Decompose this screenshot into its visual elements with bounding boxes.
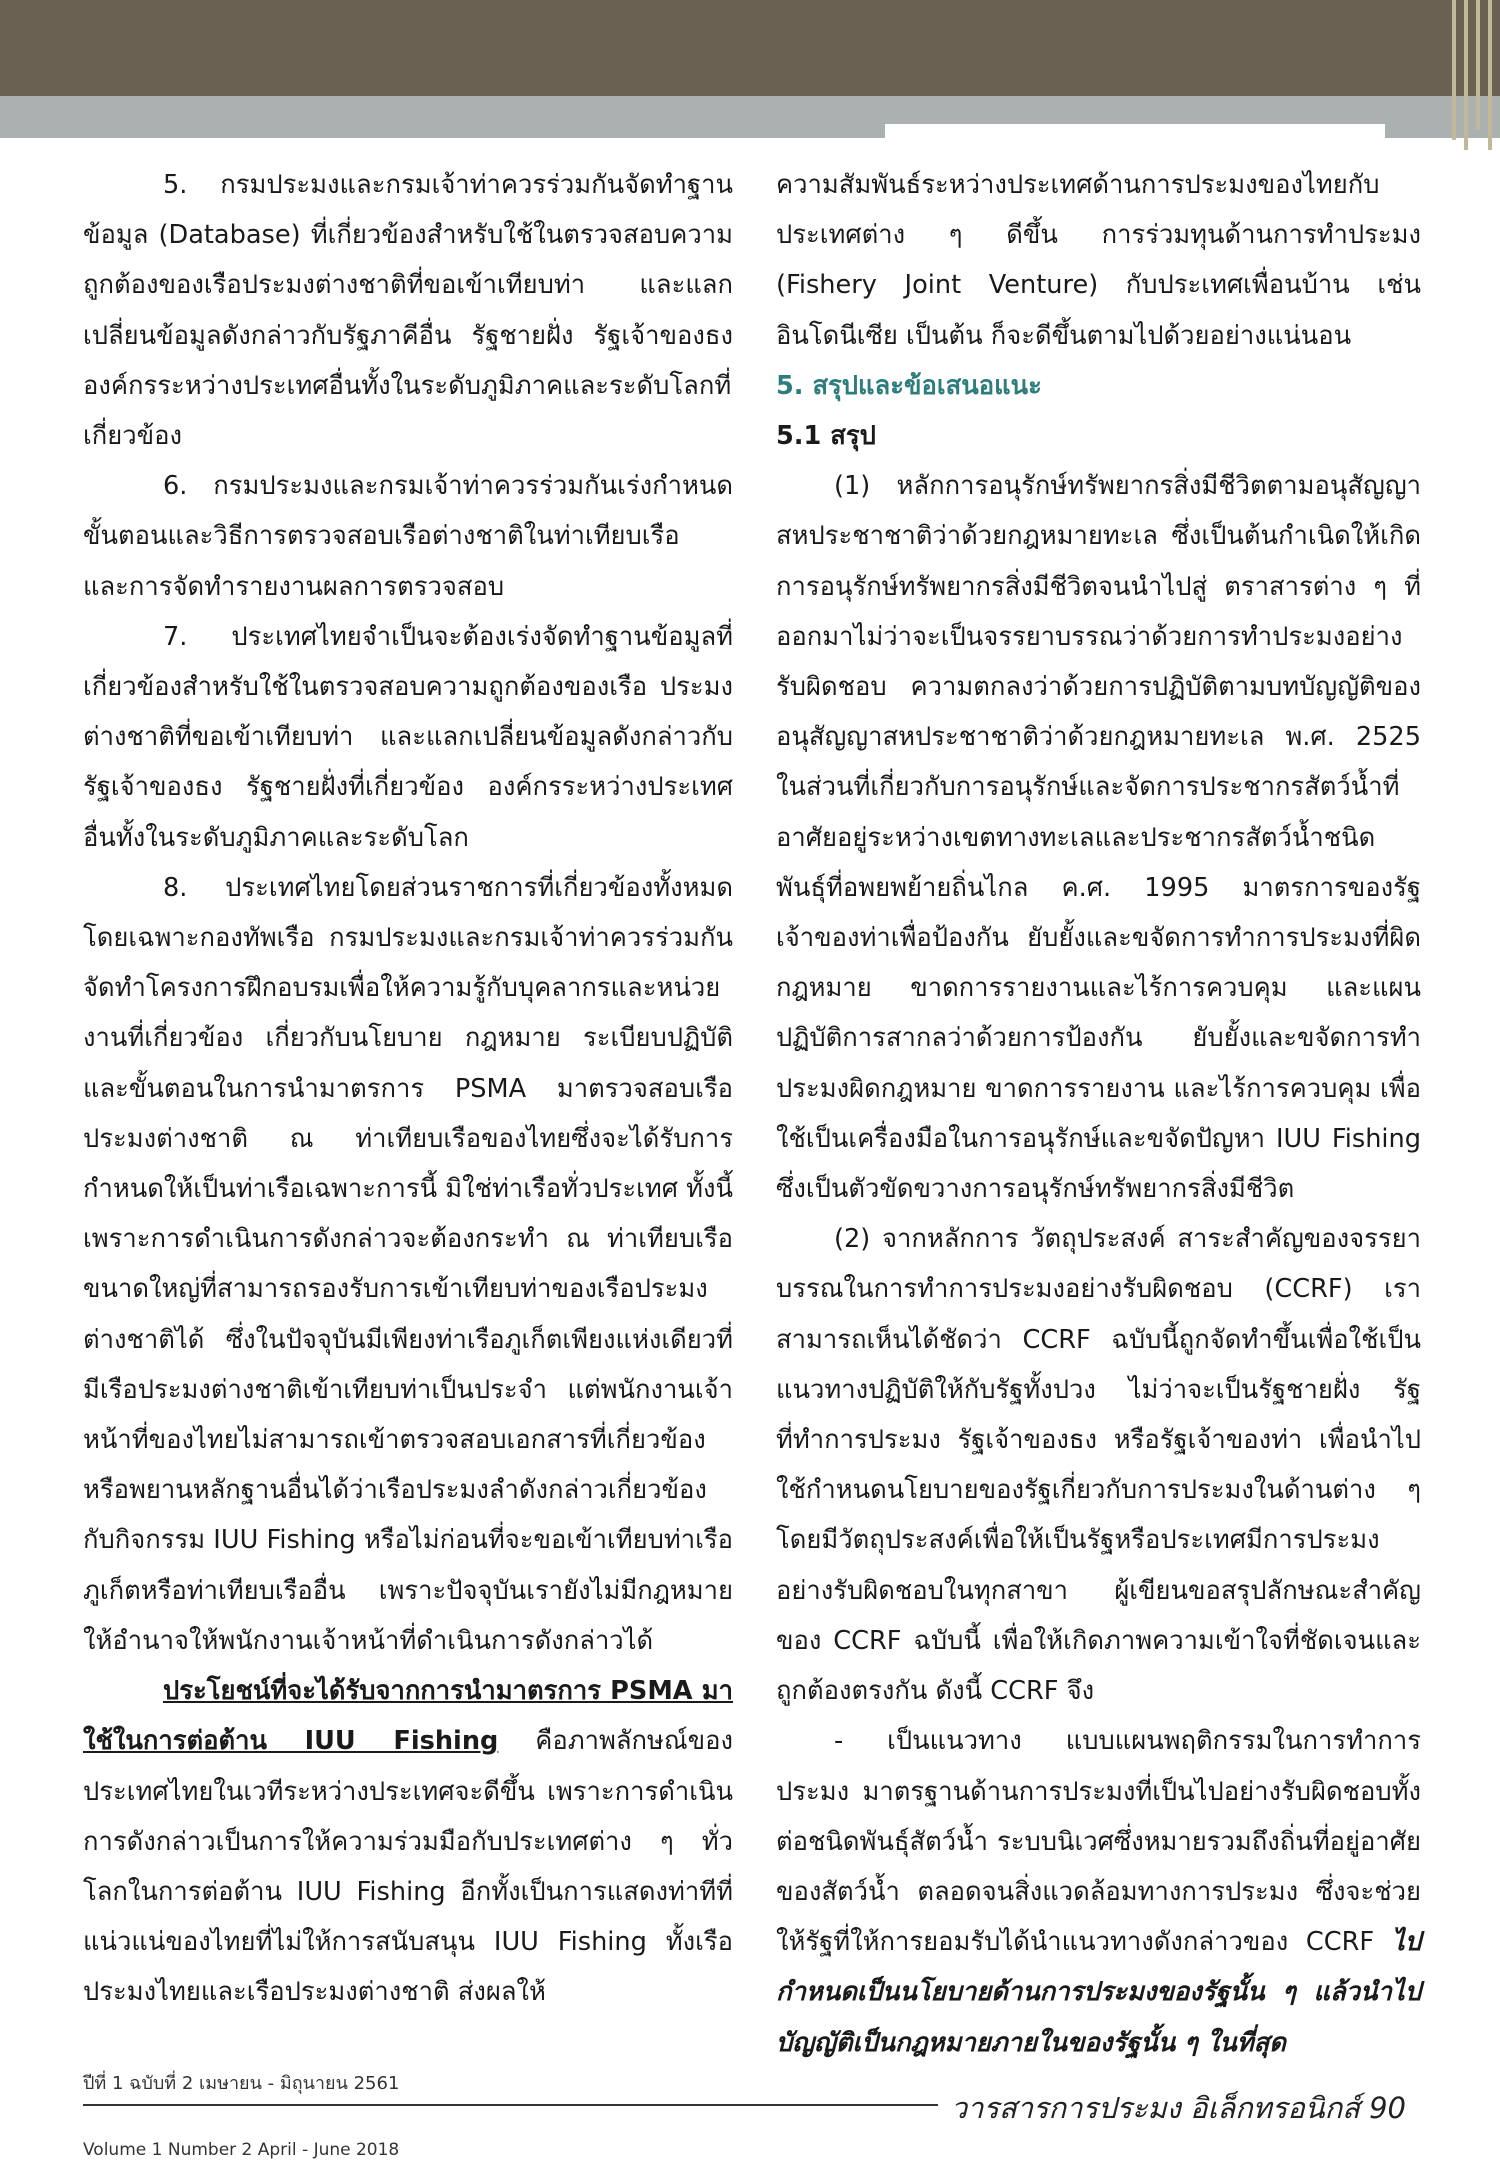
recommendation-8: 8. ประเทศไทยโดยส่วนราชการที่เกี่ยวข้องทั้งหมดโดยเฉพาะกองทัพเรือ กรมประมงและกรมเจ้าท่าควรร่วมกันจัดทำโครงการฝึกอบรมเพื่อให้ความรู้กับบุคลากรและหน่วยงานที่เกี่ยวข้อง เกี่ยวกับนโยบาย กฎหมาย ระเบียบปฏิบัติและขั้นตอนในการนำมาตรการ PSMA มาตรวจสอบเรือประมงต่างชาติ ณ ท่าเทียบเรือของไทยซึ่งจะได้รับการกำหนดให้เป็นท่าเรือเฉพาะการนี้ มิใช่ท่าเรือทั่วประเทศ ทั้งนี้เพราะการดำเนินการดังกล่าวจะต้องกระทำ ณ ท่าเทียบเรือขนาดใหญ่ที่สามารถรองรับการเข้าเทียบท่าของเรือประมงต่างชาติได้ ซึ่งในปัจจุบันมีเพียงท่าเรือภูเก็ตเพียงแห่งเดียวที่มีเรือประมงต่างชาติเข้าเทียบท่าเป็นประจำ แต่พนักงานเจ้าหน้าที่ของไทยไม่สามารถเข้าตรวจสอบเอกสารที่เกี่ยวข้องหรือพยานหลักฐานอื่นได้ว่าเรือประมงลำดังกล่าวเกี่ยวข้องกับกิจกรรม IUU Fishing หรือไม่ก่อนที่จะขอเข้าเทียบท่าเรือภูเก็ตหรือท่าเทียบเรืออื่น เพราะปัจจุบันเรายังไม่มีกฎหมายให้อำนาจให้พนักงานเจ้าหน้าที่ดำเนินการดังกล่าวได้	[83, 872, 733, 1656]
footer-issue-thai: ปีที่ 1 ฉบับที่ 2 เมษายน - มิถุนายน 2561	[83, 2073, 400, 2094]
benefit-paragraph	[83, 1666, 733, 2017]
recommendation-6: 6. กรมประมงและกรมเจ้าท่าควรร่วมกันเร่งกำหนดขั้นตอนและวิธีการตรวจสอบเรือต่างชาติในท่าเทียบเรือ และการจัดทำรายงานผลการตรวจสอบ	[83, 471, 733, 602]
header-band-dark	[0, 0, 1500, 96]
left-column	[83, 160, 733, 2018]
summary-paragraph-1: (1) หลักการอนุรักษ์ทรัพยากรสิ่งมีชีวิตตามอนุสัญญาสหประชาชาติว่าด้วยกฎหมายทะเล ซึ่งเป็นต้นกำเนิดให้เกิดการอนุรักษ์ทรัพยากรสิ่งมีชีวิตจนนำไปสู่ ตราสารต่าง ๆ ที่ออกมาไม่ว่าจะเป็นจรรยาบรรณว่าด้วยการทำประมงอย่างรับผิดชอบ ความตกลงว่าด้วยการปฏิบัติตามบทบัญญัติของอนุสัญญาสหประชาชาติว่าด้วยกฎหมายทะเล พ.ศ. 2525 ในส่วนที่เกี่ยวกับการอนุรักษ์และจัดการประชากรสัตว์น้ำที่อาศัยอยู่ระหว่างเขตทางทะเลและประชากรสัตว์น้ำชนิดพันธุ์ที่อพยพย้ายถิ่นไกล ค.ศ. 1995 มาตรการของรัฐเจ้าของท่าเพื่อป้องกัน ยับยั้งและขจัดการทำการประมงที่ผิดกฎหมาย ขาดการรายงานและไร้การควบคุม และแผนปฏิบัติการสากลว่าด้วยการป้องกัน ยับยั้งและขจัดการทำประมงผิดกฎหมาย ขาดการรายงาน และไร้การควบคุม เพื่อใช้เป็นเครื่องมือในการอนุรักษ์และขจัดปัญหา IUU Fishing ซึ่งเป็นตัวขัดขวางการอนุรักษ์ทรัพยากรสิ่งมีชีวิต	[776, 471, 1421, 1205]
right-column	[776, 160, 1421, 2068]
section-heading: 5. สรุปและข้อเสนอแนะ	[776, 370, 1042, 401]
footer-rule	[83, 2104, 938, 2106]
benefit-heading: ประโยชน์ที่จะได้รับจากการนำมาตรการ PSMA มาใช้ในการต่อต้าน IUU Fishing	[83, 1676, 733, 1757]
footer-issue-english: Volume 1 Number 2 April - June 2018	[83, 2140, 400, 2160]
bullet-emphasis: ไปกำหนดเป็นนโยบายด้านการประมงของรัฐนั้น ๆ แล้วนำไปบัญญัติเป็นกฎหมายภายในของรัฐนั้น ๆ ในที่สุด	[776, 1927, 1421, 2058]
continuation-paragraph: ความสัมพันธ์ระหว่างประเทศด้านการประมงของไทยกับประเทศต่าง ๆ ดีขึ้น การร่วมทุนด้านการทำประมง (Fishery Joint Venture) กับประเทศเพื่อนบ้าน เช่น อินโดนีเซีย เป็นต้น ก็จะดีขึ้นตามไปด้วยอย่างแน่นอน	[776, 170, 1421, 351]
recommendation-5: 5. กรมประมงและกรมเจ้าท่าควรร่วมกันจัดทำฐานข้อมูล (Database) ที่เกี่ยวข้องสำหรับใช้ในตรวจสอบความถูกต้องของเรือประมงต่างชาติที่ขอเข้าเทียบท่า และแลกเปลี่ยนข้อมูลดังกล่าวกับรัฐภาคีอื่น รัฐชายฝั่ง รัฐเจ้าของธง องค์กรระหว่างประเทศอื่นทั้งในระดับภูมิภาคและระดับโลกที่เกี่ยวข้อง	[83, 170, 733, 452]
bullet-paragraph	[776, 1716, 1421, 2067]
header-stripes	[1448, 0, 1500, 150]
summary-paragraph-2: (2) จากหลักการ วัตถุประสงค์ สาระสำคัญของจรรยาบรรณในการทำการประมงอย่างรับผิดชอบ (CCRF) เราสามารถเห็นได้ชัดว่า CCRF ฉบับนี้ถูกจัดทำขึ้นเพื่อใช้เป็นแนวทางปฏิบัติให้กับรัฐทั้งปวง ไม่ว่าจะเป็นรัฐชายฝั่ง รัฐที่ทำการประมง รัฐเจ้าของธง หรือรัฐเจ้าของท่า เพื่อนำไปใช้กำหนดนโยบายของรัฐเกี่ยวกับการประมงในด้านต่าง ๆ โดยมีวัตถุประสงค์เพื่อให้เป็นรัฐหรือประเทศมีการประมงอย่างรับผิดชอบในทุกสาขา ผู้เขียนขอสรุปลักษณะสำคัญของ CCRF ฉบับนี้ เพื่อให้เกิดภาพความเข้าใจที่ชัดเจนและถูกต้องตรงกัน ดังนี้ CCRF จึง	[776, 1224, 1421, 1707]
header-tab	[885, 124, 1385, 144]
journal-name: วารสารการประมง อิเล็กทรอนิกส์	[950, 2091, 1360, 2125]
benefit-body: คือภาพลักษณ์ของประเทศไทยในเวทีระหว่างประเทศจะดีขึ้น เพราะการดำเนินการดังกล่าวเป็นการให้ความร่วมมือกับประเทศต่าง ๆ ทั่วโลกในการต่อต้าน IUU Fishing อีกทั้งเป็นการแสดงท่าทีที่แน่วแน่ของไทยที่ไม่ให้การสนับสนุน IUU Fishing ทั้งเรือประมงไทยและเรือประมงต่างชาติ ส่งผลให้	[83, 1726, 733, 2008]
bullet-text: - เป็นแนวทาง แบบแผนพฤติกรรมในการทำการประมง มาตรฐานด้านการประมงที่เป็นไปอย่างรับผิดชอบทั้งต่อชนิดพันธุ์สัตว์น้ำ ระบบนิเวศซึ่งหมายรวมถึงถิ่นที่อยู่อาศัยของสัตว์น้ำ ตลอดจนสิ่งแวดล้อมทางการประมง ซึ่งจะช่วยให้รัฐที่ให้การยอมรับได้นำแนวทางดังกล่าวของ CCRF	[776, 1726, 1421, 1958]
recommendation-7: 7. ประเทศไทยจำเป็นจะต้องเร่งจัดทำฐานข้อมูลที่เกี่ยวข้องสำหรับใช้ในตรวจสอบความถูกต้องของเรือ ประมงต่างชาติที่ขอเข้าเทียบท่า และแลกเปลี่ยนข้อมูลดังกล่าวกับรัฐเจ้าของธง รัฐชายฝั่งที่เกี่ยวข้อง องค์กรระหว่างประเทศอื่นทั้งในระดับภูมิภาคและระดับโลก	[83, 621, 733, 853]
page-number: 90	[1369, 2091, 1406, 2125]
subsection-heading: 5.1 สรุป	[776, 421, 876, 452]
footer-journal	[951, 2085, 1406, 2131]
